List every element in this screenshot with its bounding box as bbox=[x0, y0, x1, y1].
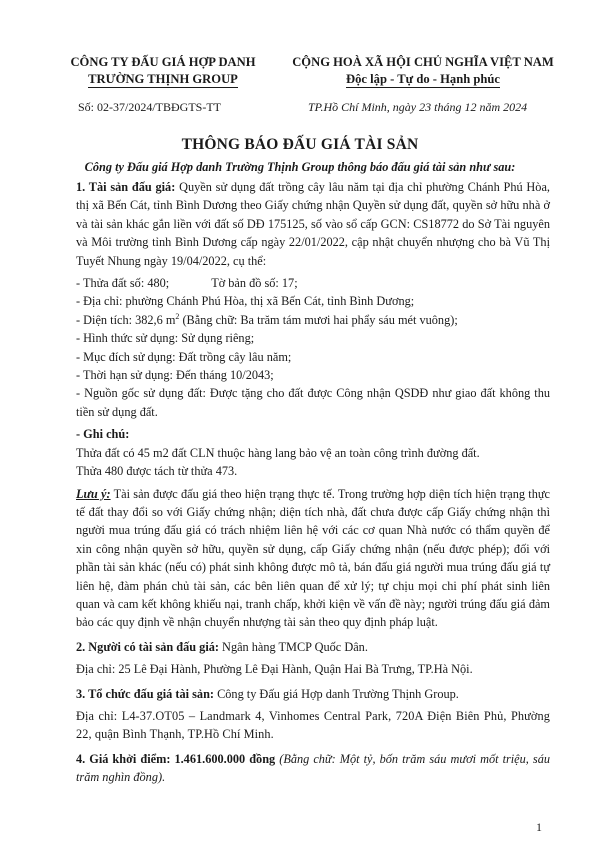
section-2-label: 2. Người có tài sản đấu giá: bbox=[76, 639, 219, 654]
section-4-label: 4. Giá khởi điểm: 1.461.600.000 đồng bbox=[76, 751, 276, 766]
section-2-address: Địa chỉ: 25 Lê Đại Hành, Phường Lê Đại Hành, Quận Hai Bà Trưng, TP.Hà Nội. bbox=[76, 662, 473, 677]
section-1-paragraph bbox=[76, 178, 550, 270]
document-body bbox=[76, 178, 550, 787]
section-1-text: Quyền sử dụng đất trồng cây lâu năm tại địa chỉ phường Chánh Phú Hòa, thị xã Bến Cát, tỉnh Bình Dương theo Giấy chứng nhận Quyền sử dụng đất, quyền sở hữu nhà ở và tài sản khác gắn liền với đất số DĐ 175125, số vào sổ cấp GCN: CS18772 do Sở Tài nguyên và Môi trường tỉnh Bình Dương cấp ngày 22/01/2022, cập nhật chuyển nhượng cho bà Vũ Thị Tuyết Nhung ngày 19/04/2022, cụ thể: bbox=[76, 180, 550, 268]
use-purpose-line: - Mục đích sử dụng: Đất trồng cây lâu năm; bbox=[76, 349, 292, 364]
section-2-paragraph bbox=[76, 638, 550, 656]
area-suffix: (Bằng chữ: Ba trăm tám mươi hai phẩy sáu mét vuông); bbox=[179, 312, 458, 327]
national-motto-block bbox=[268, 54, 578, 88]
caution-text: Tài sản được đấu giá theo hiện trạng thực tế. Trong trường hợp diện tích hiện trạng thực tế đất thay đổi so với Giấy chứng nhận; diện tích nhà, đất chưa được cấp Giấy chứng nhận thì người mua trúng đấu giá có trách nhiệm liên hệ với các cơ quan Nhà nước có thẩm quyền để xin công nhận quyền sở hữu, quyền sử dụng, cấp Giấy chứng nhận (nếu được phép); đối với phần tài sản khác (nếu có) phát sinh không được mô tả, bán đấu giá người mua trúng đấu giá tự liên hệ, đàm phán chủ tài sản, các bên liên quan để xử lý; tự chịu mọi chi phí phát sinh liên quan và cam kết không khiếu nại, tranh chấp, khởi kiện về vấn đề này; người trúng đấu giá đảm bảo các quy định về nhận chuyển nhượng tài sản theo quy định pháp luật. bbox=[76, 486, 550, 630]
use-term-line: - Thời hạn sử dụng: Đến tháng 10/2043; bbox=[76, 368, 274, 383]
organization-name: CÔNG TY ĐẤU GIÁ HỢP DANH bbox=[70, 55, 256, 69]
reference-number: Số: 02-37/2024/TBĐGTS-TT bbox=[78, 100, 221, 114]
area-superscript: 2 bbox=[175, 311, 180, 321]
section-3-text: Công ty Đấu giá Hợp danh Trường Thịnh Group. bbox=[214, 686, 459, 701]
area-line bbox=[76, 311, 550, 329]
section-4-text: (Bằng chữ: Một tỷ, bốn trăm sáu mươi mốt triệu, sáu trăm nghìn đồng). bbox=[76, 751, 550, 785]
note-line-1: Thửa đất có 45 m2 đất CLN thuộc hàng lang bảo vệ an toàn công trình đường đất. bbox=[76, 445, 480, 460]
national-motto: Độc lập - Tự do - Hạnh phúc bbox=[346, 72, 500, 86]
note-line-2: Thửa 480 được tách từ thửa 473. bbox=[76, 464, 238, 479]
origin-line: - Nguồn gốc sử dụng đất: Được tặng cho đất được Công nhận QSDĐ như giao đất không thu tiền sử dụng đất. bbox=[76, 386, 550, 419]
section-1-label: 1. Tài sản đấu giá: bbox=[76, 180, 176, 194]
document-title: THÔNG BÁO ĐẤU GIÁ TÀI SẢN bbox=[181, 136, 419, 153]
nation-name: CỘNG HOÀ XÃ HỘI CHỦ NGHĨA VIỆT NAM bbox=[292, 55, 554, 69]
caution-label: Lưu ý: bbox=[76, 486, 111, 501]
address-line: - Địa chỉ: phường Chánh Phú Hòa, thị xã Bến Cát, tỉnh Bình Dương; bbox=[76, 294, 415, 309]
note-heading: - Ghi chú: bbox=[76, 427, 130, 442]
caution-paragraph bbox=[76, 485, 550, 632]
lot-number: - Thửa đất số: 480; bbox=[76, 276, 170, 291]
lot-line bbox=[76, 274, 550, 292]
section-3-label: 3. Tổ chức đấu giá tài sản: bbox=[76, 686, 214, 701]
section-4-paragraph bbox=[76, 750, 550, 787]
organization-group: TRƯỜNG THỊNH GROUP bbox=[88, 72, 238, 86]
place-and-date: TP.Hồ Chí Minh, ngày 23 tháng 12 năm 2024 bbox=[308, 100, 528, 114]
section-2-text: Ngân hàng TMCP Quốc Dân. bbox=[218, 639, 368, 654]
document-subtitle: Công ty Đấu giá Hợp danh Trường Thịnh Group thông báo đấu giá tài sản như sau: bbox=[84, 160, 516, 174]
area-prefix: - Diện tích: 382,6 m bbox=[76, 312, 176, 327]
map-sheet-number: Tờ bản đồ số: 17; bbox=[211, 276, 298, 291]
section-3-address: Địa chỉ: L4-37.OT05 – Landmark 4, Vinhomes Central Park, 720A Điện Biên Phủ, Phường 22, quận Bình Thạnh, TP.Hồ Chí Minh. bbox=[76, 708, 550, 742]
section-3-paragraph bbox=[76, 685, 550, 703]
use-form-line: - Hình thức sử dụng: Sử dụng riêng; bbox=[76, 331, 255, 346]
page-number: 1 bbox=[536, 820, 542, 834]
organization-block bbox=[58, 54, 268, 88]
